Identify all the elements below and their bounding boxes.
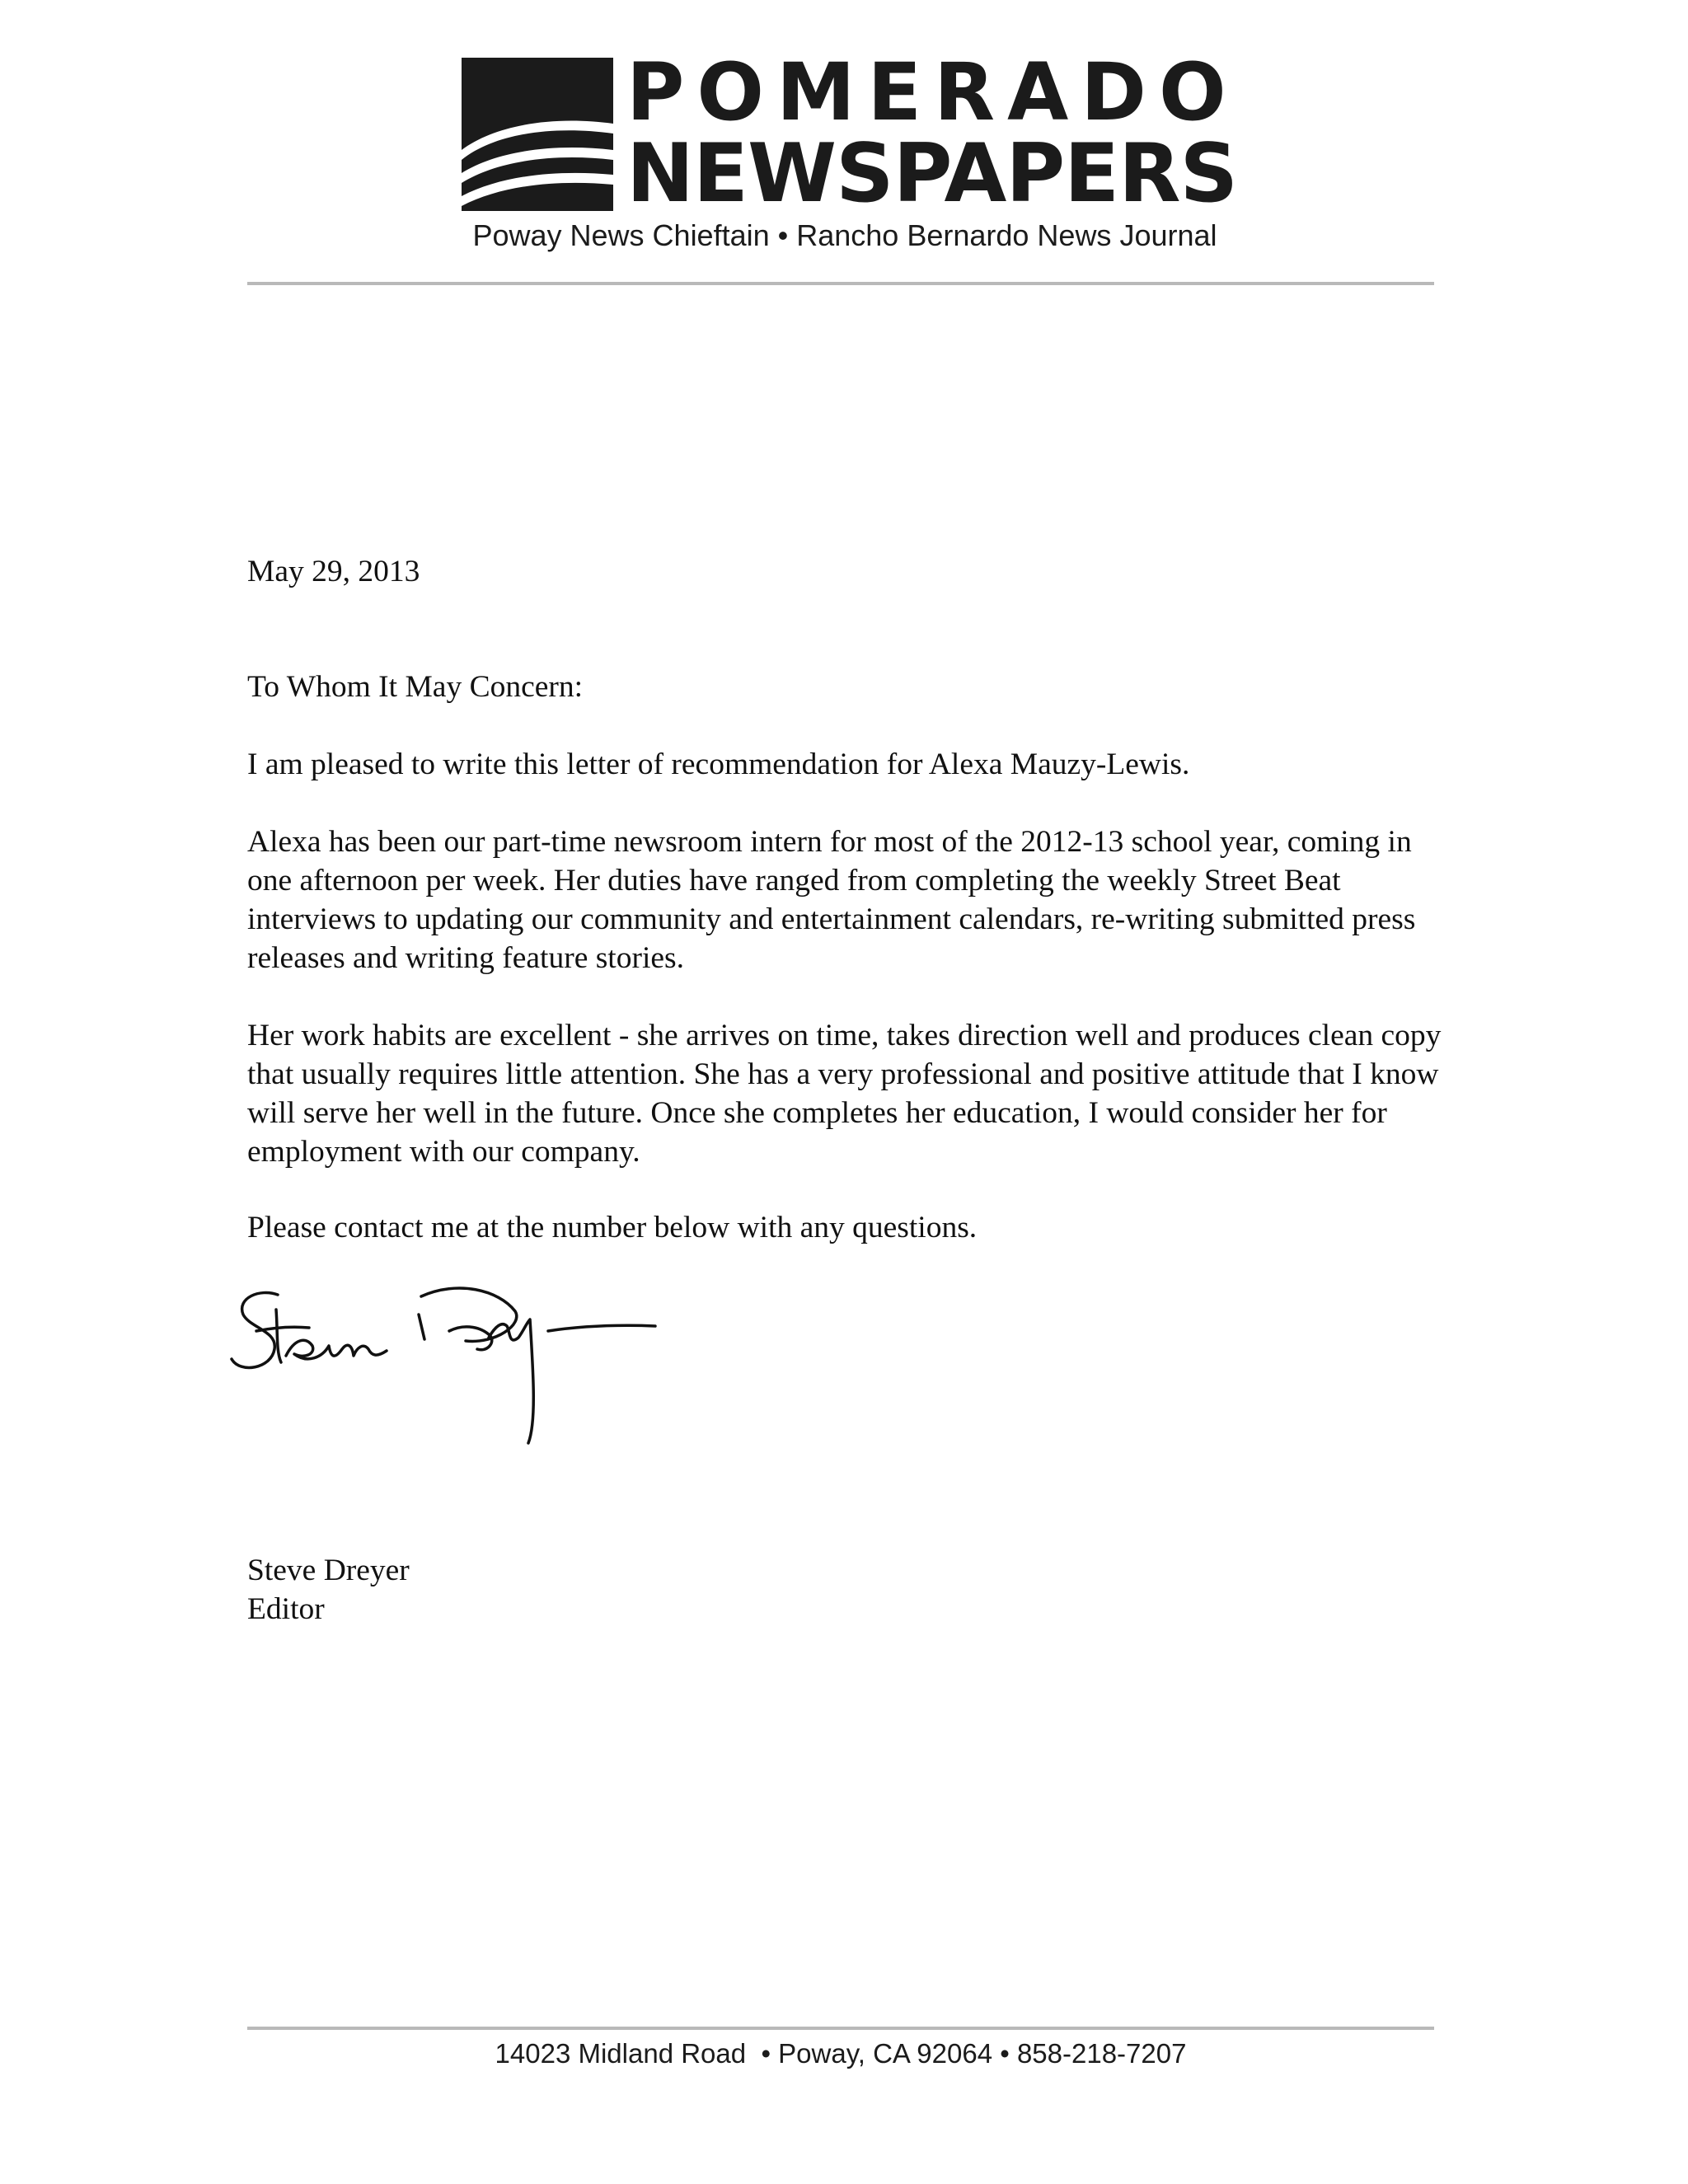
letterhead [462,46,1239,255]
header-divider [247,282,1434,285]
footer-divider [247,2027,1434,2030]
letter-salutation: To Whom It May Concern: [247,669,584,704]
publication-tagline: Poway News Chieftain • Rancho Bernardo News Journal [472,218,1217,252]
brand-name-line1: POMERADO [626,46,1239,138]
handwritten-signature [227,1273,721,1479]
brand-name-line2: NEWSPAPERS [626,127,1238,221]
signatory-title: Editor [247,1591,325,1626]
footer-contact: 14023 Midland Road • Poway, CA 92064 • 858-218-7207 [495,2038,1187,2069]
letter-closing: Please contact me at the number below with any questions. [247,1210,978,1244]
letter-paragraph-1: Alexa has been our part-time newsroom intern for most of the 2012-13 school year, coming in one afternoon per week. Her duties have ranged from completing the weekly Street Beat interviews to updating our community and entertainment calendars, re-writing submitted press releases and writing feature stories. [247,824,1416,975]
signatory-name: Steve Dreyer [247,1553,410,1587]
letter-intro: I am pleased to write this letter of recommendation for Alexa Mauzy-Lewis. [247,747,1190,781]
letter-paragraph-2: Her work habits are excellent - she arrives on time, takes direction well and produces clean copy that usually requires little attention. She has a very professional and positive attitude that I know will serve her well in the future. Once she completes her education, I would consider her for employment with our company. [247,1018,1442,1169]
letter-date: May 29, 2013 [247,554,420,588]
swoosh-logo-icon [462,58,613,211]
